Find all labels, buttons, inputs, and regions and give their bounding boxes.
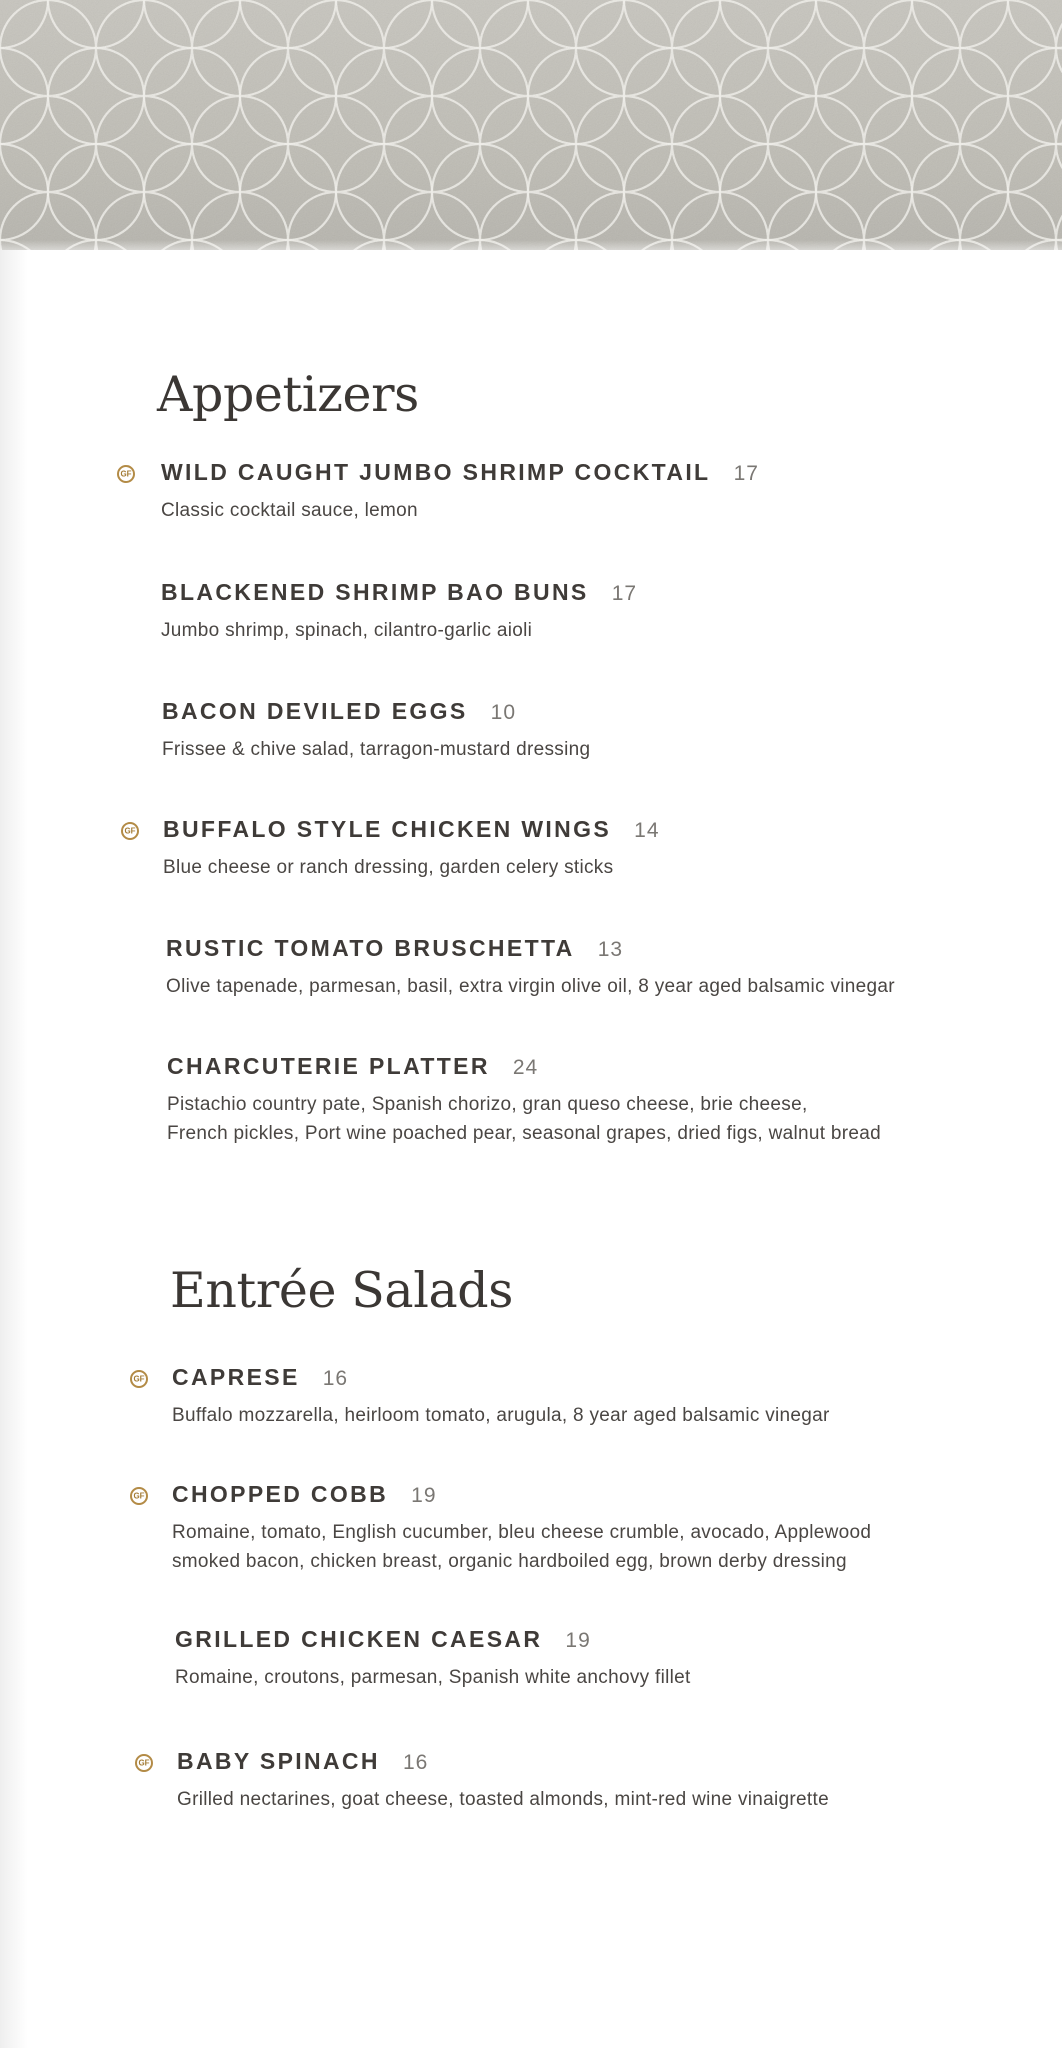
menu-item-name: WILD CAUGHT JUMBO SHRIMP COCKTAIL: [161, 459, 711, 485]
menu-item-shrimp-cocktail: [120, 459, 1061, 525]
menu-item-deviled-eggs: [162, 700, 1062, 764]
gf-badge-icon: GF: [117, 465, 135, 483]
menu-item-header: [175, 1628, 1035, 1651]
menu-item-name: GRILLED CHICKEN CAESAR: [175, 1626, 543, 1652]
menu-item-name: CHOPPED COBB: [172, 1481, 389, 1507]
menu-item-baby-spinach: [138, 1748, 1037, 1814]
section-title-entree-salads: Entrée Salads: [170, 1262, 513, 1319]
menu-item-description-line: Pistachio country pate, Spanish chorizo, gran queso cheese, brie cheese,: [167, 1094, 808, 1115]
menu-item-description: Grilled nectarines, goat cheese, toasted almonds, mint-red wine vinaigrette: [177, 1789, 829, 1810]
menu-item-price: 10: [490, 701, 517, 724]
menu-item-header: [167, 1055, 1047, 1078]
menu-item-description: Classic cocktail sauce, lemon: [161, 500, 418, 521]
menu-item-description: Blue cheese or ranch dressing, garden celery sticks: [163, 857, 614, 878]
menu-item-description-line: French pickles, Port wine poached pear, seasonal grapes, dried figs, walnut bread: [167, 1123, 881, 1144]
menu-item-price: 19: [411, 1484, 437, 1507]
menu-item-description-line: smoked bacon, chicken breast, organic hardboiled egg, brown derby dressing: [172, 1551, 847, 1572]
menu-item-price: 16: [322, 1367, 349, 1390]
decorative-banner: [0, 0, 1062, 250]
menu-item-header: [177, 1750, 1037, 1773]
section-title-appetizers: Appetizers: [157, 366, 419, 423]
menu-item-chicken-wings: [124, 816, 1062, 882]
menu-item-header: [172, 1366, 1052, 1389]
menu-item-charcuterie: [167, 1055, 1047, 1148]
menu-item-bruschetta: [166, 937, 1062, 1001]
menu-item-header: [162, 700, 1062, 723]
menu-item-price: 19: [565, 1629, 591, 1652]
menu-item-description: Romaine, croutons, parmesan, Spanish white anchovy fillet: [175, 1667, 691, 1688]
gf-badge-icon: GF: [130, 1487, 148, 1505]
menu-item-bao-buns: [161, 581, 1061, 645]
interlocking-circles-pattern-icon: [0, 0, 1062, 250]
menu-item-header: [161, 461, 1061, 484]
menu-item-name: CAPRESE: [172, 1364, 300, 1390]
menu-item-price: 14: [634, 819, 660, 842]
menu-item-chopped-cobb: [133, 1481, 1052, 1576]
menu-item-name: BLACKENED SHRIMP BAO BUNS: [161, 579, 589, 605]
gf-badge-icon: GF: [135, 1754, 153, 1772]
gf-badge-icon: GF: [121, 822, 139, 840]
menu-item-description: [167, 1090, 1027, 1148]
menu-item-header: [172, 1483, 1052, 1506]
menu-item-name: BUFFALO STYLE CHICKEN WINGS: [163, 816, 612, 842]
menu-item-price: 24: [512, 1056, 539, 1079]
menu-item-name: RUSTIC TOMATO BRUSCHETTA: [166, 935, 575, 961]
gf-badge-icon: GF: [130, 1370, 148, 1388]
menu-item-name: BABY SPINACH: [177, 1748, 380, 1774]
menu-item-description: [172, 1518, 1032, 1576]
menu-item-grilled-chicken-caesar: [175, 1628, 1035, 1692]
menu-item-description: Jumbo shrimp, spinach, cilantro-garlic aioli: [161, 620, 533, 641]
menu-item-header: [166, 937, 1062, 960]
menu-item-header: [163, 818, 1062, 841]
menu-item-name: BACON DEVILED EGGS: [162, 698, 468, 724]
menu-item-header: [161, 581, 1061, 604]
menu-item-description: Buffalo mozzarella, heirloom tomato, arugula, 8 year aged balsamic vinegar: [172, 1405, 830, 1426]
menu-item-name: CHARCUTERIE PLATTER: [167, 1053, 490, 1079]
menu-item-description: Olive tapenade, parmesan, basil, extra virgin olive oil, 8 year aged balsamic vinegar: [166, 976, 895, 997]
menu-item-description-line: Romaine, tomato, English cucumber, bleu cheese crumble, avocado, Applewood: [172, 1522, 872, 1543]
menu-item-price: 13: [597, 938, 624, 961]
menu-item-price: 17: [733, 462, 759, 485]
menu-item-caprese: [133, 1364, 1052, 1430]
menu-item-price: 17: [611, 582, 638, 605]
menu-item-description: Frissee & chive salad, tarragon-mustard dressing: [162, 739, 591, 760]
menu-item-price: 16: [402, 1751, 429, 1774]
